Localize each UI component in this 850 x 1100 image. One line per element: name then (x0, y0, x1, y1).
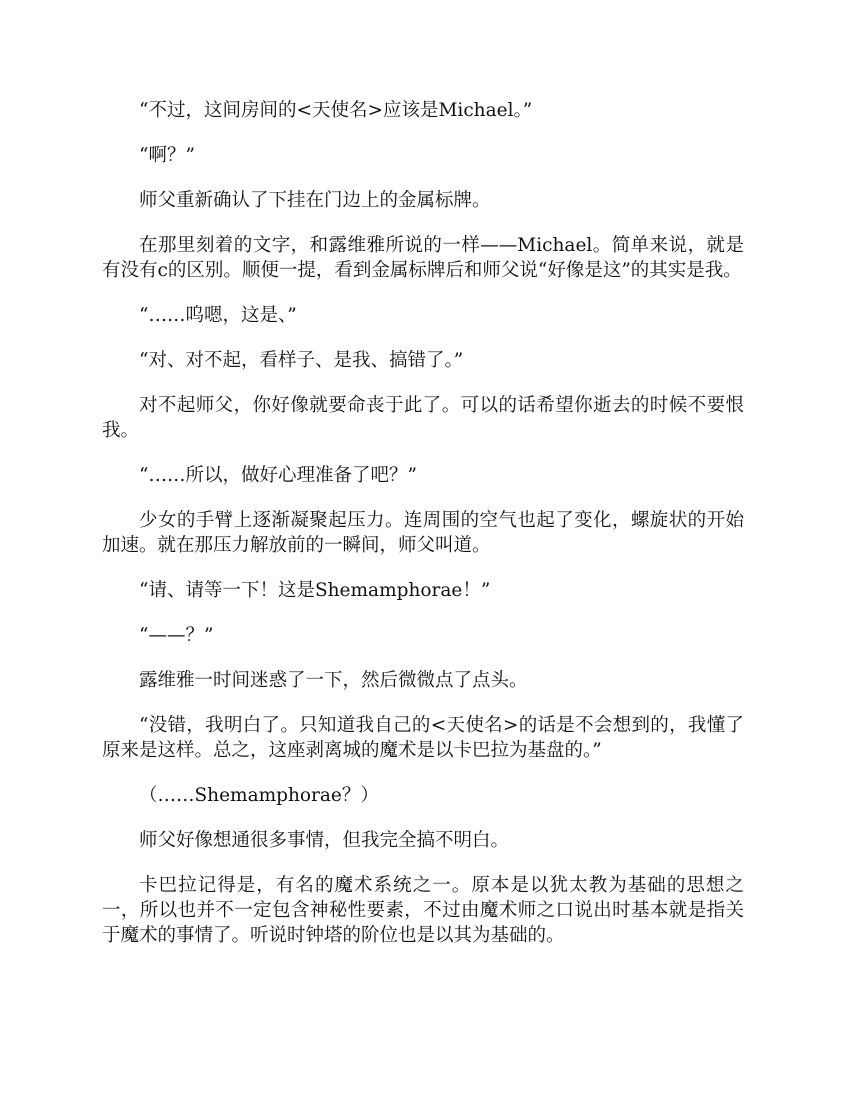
paragraph-10: “请、请等一下！这是Shemamphorae！” (139, 580, 491, 601)
paragraph-1: “不过，这间房间的<天使名>应该是Michael。” (139, 100, 533, 121)
paragraph-6: “对、对不起，看样子、是我、搞错了。” (139, 350, 464, 371)
paragraph-4: 在那里刻着的文字，和露维雅所说的一样——Michael。简单来说，就是有没有c的区别。顺便一提，看到金属标牌后和师父说“好像是这”的其实是我。 (102, 235, 744, 281)
paragraph-13: “没错，我明白了。只知道我自己的<天使名>的话是不会想到的，我懂了原来是这样。总之，这座剥离城的魔术是以卡巴拉为基盘的。” (102, 715, 744, 761)
paragraph-7: 对不起师父，你好像就要命丧于此了。可以的话希望你逝去的时候不要恨我。 (102, 395, 744, 441)
paragraph-3: 师父重新确认了下挂在门边上的金属标牌。 (139, 190, 491, 211)
paragraph-15: 师父好像想通很多事情，但我完全搞不明白。 (139, 830, 510, 851)
paragraph-2: “啊？” (139, 145, 195, 166)
paragraph-16: 卡巴拉记得是，有名的魔术系统之一。原本是以犹太教为基础的思想之一，所以也并不一定包含神秘性要素，不过由魔术师之口说出时基本就是指关于魔术的事情了。听说时钟塔的阶位也是以其为基础的。 (102, 875, 744, 946)
paragraph-11: “——？” (139, 625, 214, 646)
paragraph-8: “……所以，做好心理准备了吧？” (139, 465, 417, 486)
document-body (102, 98, 744, 968)
paragraph-5: “……呜嗯，这是、” (139, 305, 297, 326)
paragraph-12: 露维雅一时间迷惑了一下，然后微微点了点头。 (139, 670, 528, 691)
paragraph-9: 少女的手臂上逐渐凝聚起压力。连周围的空气也起了变化，螺旋状的开始加速。就在那压力解放前的一瞬间，师父叫道。 (102, 510, 744, 556)
paragraph-14: （……Shemamphorae？） (139, 785, 379, 806)
